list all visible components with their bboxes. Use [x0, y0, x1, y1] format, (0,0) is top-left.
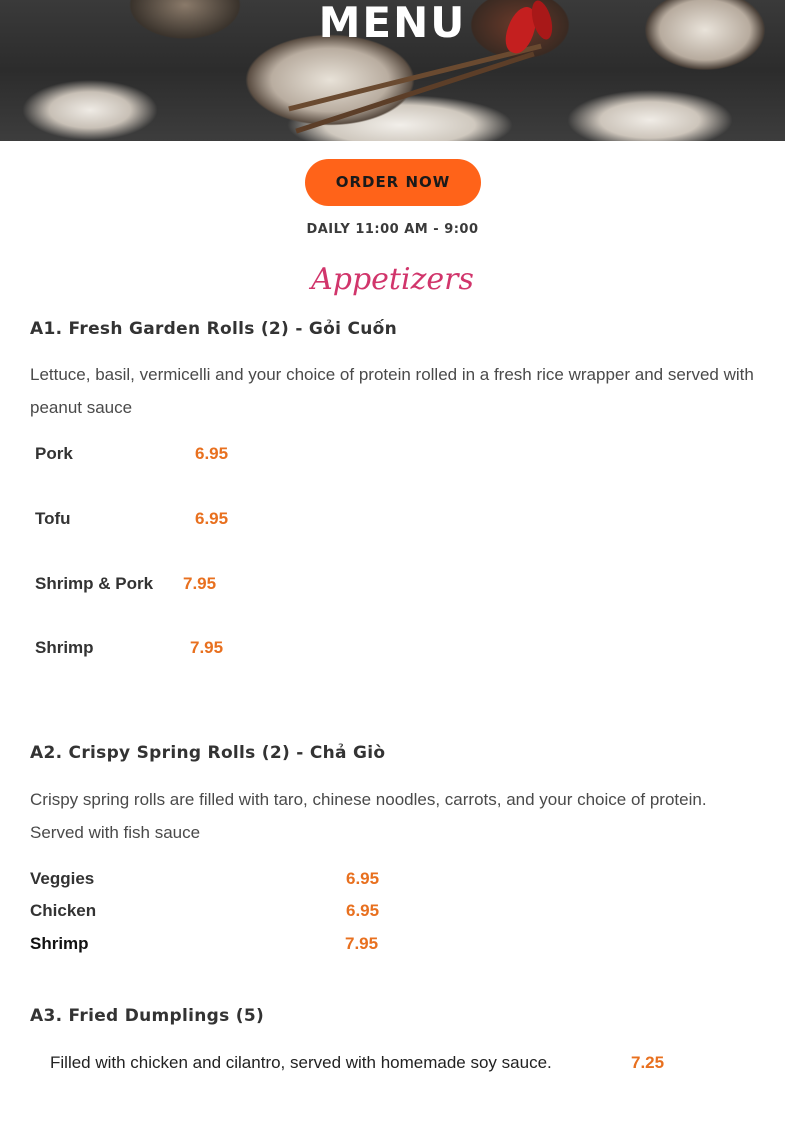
- option-name: Tofu: [35, 509, 71, 528]
- option-name: Shrimp: [35, 638, 94, 657]
- menu-item-description: Crispy spring rolls are filled with taro, chinese noodles, carrots, and your choice of protein. Served with fish sauce: [30, 790, 707, 842]
- option-price: 6.95: [195, 444, 229, 463]
- option-name: Veggies: [30, 869, 95, 888]
- option-price: 7.95: [345, 934, 379, 953]
- option-name: Shrimp & Pork: [35, 574, 154, 593]
- option-name: Chicken: [30, 901, 97, 920]
- menu-item-title: A1. Fresh Garden Rolls (2) - Gỏi Cuốn: [30, 319, 398, 339]
- menu-item-title: A2. Crispy Spring Rolls (2) - Chả Giò: [30, 743, 386, 763]
- section-title: Appetizers: [311, 262, 474, 297]
- option-name: Shrimp: [30, 934, 89, 953]
- page-title: MENU: [318, 0, 467, 47]
- option-price: 6.95: [195, 509, 229, 528]
- option-price: 6.95: [346, 901, 380, 920]
- menu-item-description: Filled with chicken and cilantro, served with homemade soy sauce.: [50, 1053, 552, 1072]
- order-now-button[interactable]: ORDER NOW: [305, 159, 481, 206]
- menu-item-description: Lettuce, basil, vermicelli and your choice of protein rolled in a fresh rice wrapper and served with peanut sauce: [30, 365, 754, 417]
- chopsticks-image-2: [295, 51, 534, 133]
- hero-banner: [0, 0, 785, 141]
- option-price: 7.95: [183, 574, 217, 593]
- option-name: Pork: [35, 444, 73, 463]
- option-price: 7.95: [190, 638, 224, 657]
- chopsticks-image: [288, 44, 541, 112]
- opening-hours: DAILY 11:00 AM - 9:00: [306, 222, 479, 237]
- menu-item-price: 7.25: [631, 1053, 665, 1072]
- menu-item-title: A3. Fried Dumplings (5): [30, 1006, 265, 1026]
- option-price: 6.95: [346, 869, 380, 888]
